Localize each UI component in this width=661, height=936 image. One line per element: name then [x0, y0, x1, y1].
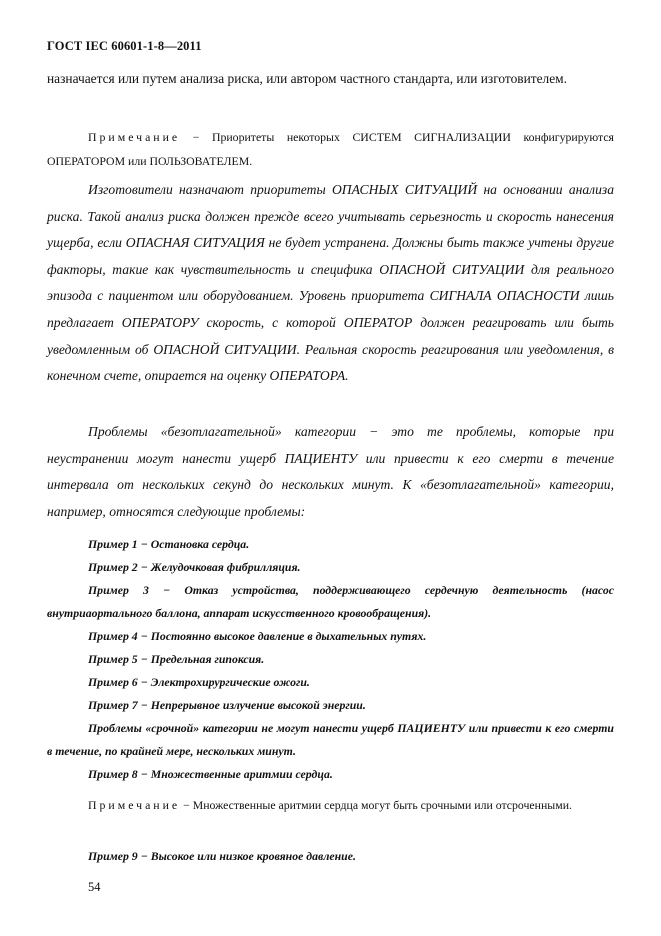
page-number: 54: [88, 880, 101, 894]
note-2-text: − Множественные аритмии сердца могут быть срочными или отсроченными.: [180, 798, 572, 812]
paragraph-continued: назначается или путем анализа риска, или автором частного стандарта, или изготовителем.: [47, 71, 567, 86]
standard-header: ГОСТ IEC 60601-1-8—2011: [47, 39, 202, 53]
example-3: Пример 3 − Отказ устройства, поддерживающего сердечную деятельность (насос внутриаортального баллона, аппарат искусственного кровообращения).: [47, 583, 614, 620]
note-2: [47, 793, 614, 817]
example-4: Пример 4 − Постоянно высокое давление в дыхательных путях.: [88, 629, 427, 643]
example-8: Пример 8 − Множественные аритмии сердца.: [88, 767, 333, 781]
example-5: Пример 5 − Предельная гипоксия.: [88, 652, 265, 666]
example-9: Пример 9 − Высокое или низкое кровяное давление.: [88, 849, 356, 863]
examples-list: [47, 533, 614, 786]
note-1-text: − Приоритеты некоторых СИСТЕМ СИГНАЛИЗАЦИИ конфигурируются ОПЕРАТОРОМ или ПОЛЬЗОВАТЕЛЕМ.: [47, 130, 614, 168]
example-2: Пример 2 − Желудочковая фибрилляция.: [88, 560, 301, 574]
example-6: Пример 6 − Электрохирургические ожоги.: [88, 675, 310, 689]
paragraph-immediate: Проблемы «безотлагательной» категории − это те проблемы, которые при неустранении могут нанести ущерб ПАЦИЕНТУ или привести к его смерти в течение интервала от нескольких секунд до нескольких минут. К «безотлагательной» категории, например, относятся следующие проблемы:: [47, 424, 614, 519]
note-1: [47, 125, 614, 173]
paragraph-urgent: Проблемы «срочной» категории не могут нанести ущерб ПАЦИЕНТУ или привести к его смерти в течение, по крайней мере, нескольких минут.: [47, 721, 614, 758]
note-1-label: Примечание: [88, 130, 181, 144]
paragraph-priorities: Изготовители назначают приоритеты ОПАСНЫХ СИТУАЦИЙ на основании анализа риска. Такой анализ риска должен прежде всего учитывать серьезность и скорость нанесения ущерба, если ОПАСНАЯ СИТУАЦИЯ не будет устранена. Должны быть также учтены другие факторы, такие как чувствительность и специфика ОПАСНОЙ СИТУАЦИИ для реального эпизода с пациентом или оборудованием. Уровень приоритета СИГНАЛА ОПАСНОСТИ лишь предлагает ОПЕРАТОРУ скорость, с которой ОПЕРАТОР должен реагировать или быть уведомленным об ОПАСНОЙ СИТУАЦИИ. Реальная скорость реагирования или уведомления, в конечном счете, опирается на оценку ОПЕРАТОРА.: [47, 182, 614, 384]
example-1: Пример 1 − Остановка сердца.: [88, 537, 250, 551]
note-2-label: Примечание: [88, 798, 181, 812]
example-7: Пример 7 − Непрерывное излучение высокой энергии.: [88, 698, 366, 712]
